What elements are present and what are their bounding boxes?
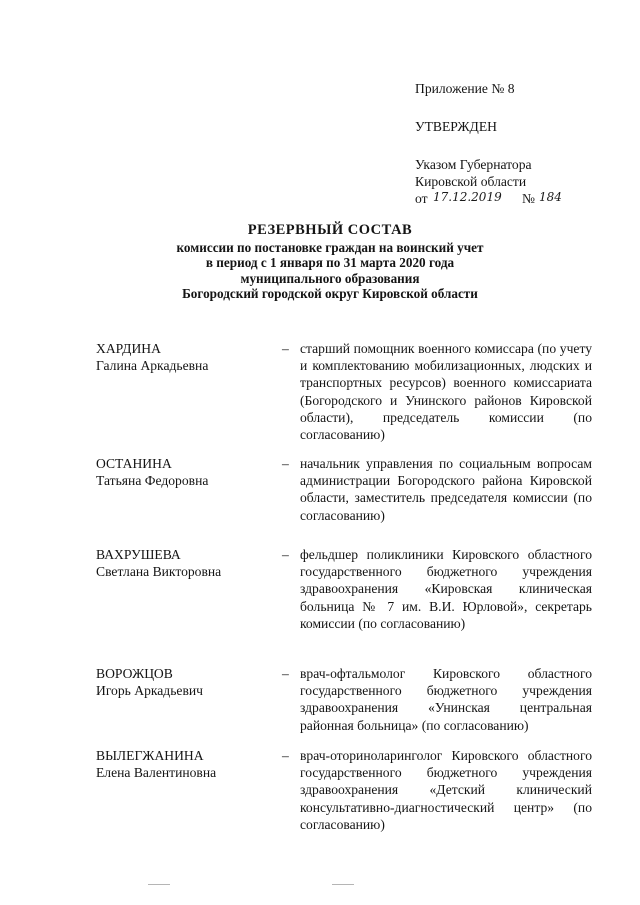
handwritten-number: 184 xyxy=(539,190,562,204)
member-role: врач-оториноларинголог Кировского областного государственного бюджетного учреждения здравоохранения «Детский клинический консультативно-диагностический центр» (по согласованию) xyxy=(300,748,592,832)
member-given-name: Светлана Викторовна xyxy=(96,564,222,579)
member-given-name: Татьяна Федоровна xyxy=(96,473,209,488)
decree-line-1: Указом Губернатора xyxy=(415,157,532,172)
decree-line-2: Кировской области xyxy=(415,174,527,189)
member-role: врач-офтальмолог Кировского областного государственного бюджетного учреждения здравоохранения «Унинская центральная районная больница» (по согласованию) xyxy=(300,666,592,733)
member-given-name: Галина Аркадьевна xyxy=(96,358,209,373)
date-label: от xyxy=(415,191,428,206)
member-dash: – xyxy=(282,748,289,763)
title-line-4: Богородский городской округ Кировской области xyxy=(182,286,478,301)
member-surname: ВОРОЖЦОВ xyxy=(96,666,173,681)
decree-date-row xyxy=(415,190,615,207)
member-name xyxy=(96,747,276,781)
member-given-name: Елена Валентиновна xyxy=(96,765,217,780)
title-line-2: в период с 1 января по 31 марта 2020 года xyxy=(205,255,455,270)
handwritten-date: 17.12.2019 xyxy=(433,190,502,204)
member-name xyxy=(96,546,276,580)
document-title xyxy=(120,223,540,302)
title-line-3: муниципального образования xyxy=(240,270,420,286)
member-role: начальник управления по социальным вопросам администрации Богородского района Кировской области, заместитель председателя комиссии (по согласованию) xyxy=(300,456,592,523)
appendix-number: Приложение № 8 xyxy=(415,81,515,96)
scan-mark xyxy=(148,884,170,885)
member-name xyxy=(96,665,276,699)
member-surname: ВАХРУШЕВА xyxy=(96,547,181,562)
title-main: РЕЗЕРВНЫЙ СОСТАВ xyxy=(247,222,413,238)
member-name xyxy=(96,340,276,374)
member-role: фельдшер поликлиники Кировского областного государственного бюджетного учреждения здравоохранения «Кировская клиническая больница № 7 им. В.И. Юрловой», секретарь комиссии (по согласованию) xyxy=(300,547,592,631)
member-surname: ВЫЛЕГЖАНИНА xyxy=(96,748,204,763)
member-given-name: Игорь Аркадьевич xyxy=(96,683,203,698)
approved-stamp: УТВЕРЖДЕН xyxy=(415,119,497,134)
member-surname: ХАРДИНА xyxy=(96,341,161,356)
member-dash: – xyxy=(282,456,289,471)
member-name xyxy=(96,455,276,489)
member-dash: – xyxy=(282,547,289,562)
member-role: старший помощник военного комиссара (по учету и комплектованию мобилизационных, людских и транспортных ресурсов) военного комиссариата (Богородского и Унинского районов Кировской области), председатель комиссии (по согласованию) xyxy=(300,341,592,443)
member-surname: ОСТАНИНА xyxy=(96,456,172,471)
member-dash: – xyxy=(282,341,289,356)
title-line-1: комиссии по постановке граждан на воинский учет xyxy=(176,239,484,255)
approval-block xyxy=(415,80,615,207)
member-dash: – xyxy=(282,666,289,681)
scan-mark xyxy=(332,884,354,885)
number-label: № xyxy=(522,191,535,206)
